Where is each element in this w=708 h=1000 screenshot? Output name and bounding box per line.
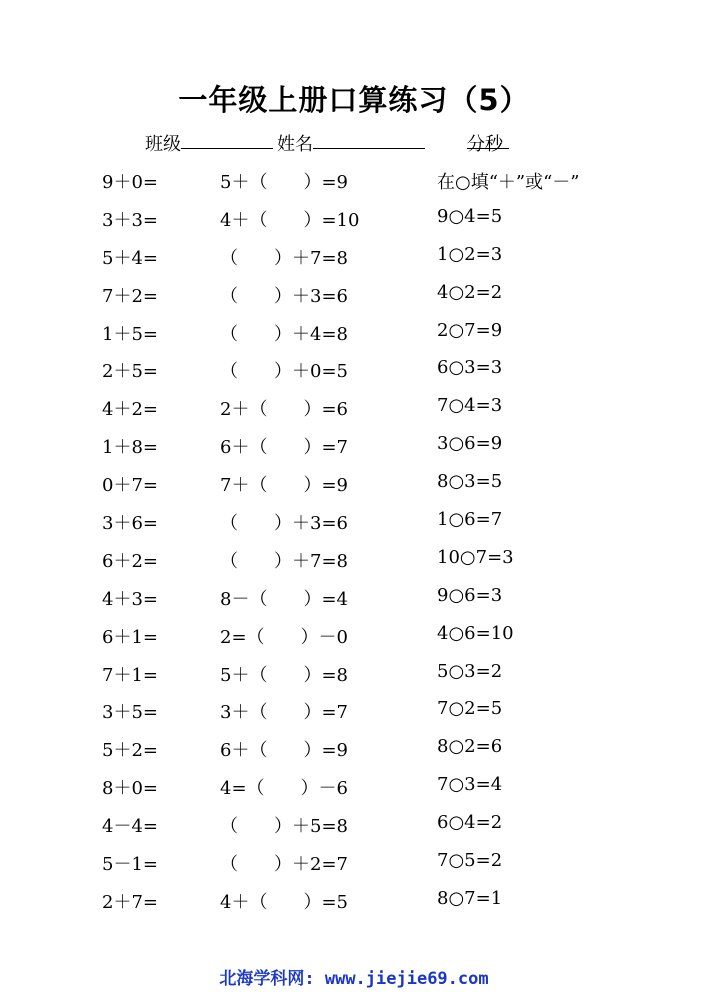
- addition-problem: 5－1=: [102, 854, 158, 876]
- minutes-label: 分: [467, 134, 485, 155]
- operator-problem: 7○5=2: [437, 850, 503, 872]
- exercise-row: [0, 168, 708, 206]
- operator-problem: 7○3=4: [437, 774, 503, 796]
- fill-blank-problem: 2=（ ）－0: [220, 626, 348, 648]
- exercise-row: [0, 471, 708, 509]
- fill-blank-problem: 4=（ ）－6: [220, 778, 348, 800]
- addition-problem: 6＋2=: [102, 550, 158, 572]
- fill-blank-problem: 2＋（ ）=6: [220, 399, 348, 421]
- addition-problem: 8＋0=: [102, 778, 158, 800]
- fill-blank-problem: 6＋（ ）=7: [220, 437, 348, 459]
- addition-problem: 4－4=: [102, 816, 158, 838]
- operator-problem: 1○2=3: [437, 243, 503, 265]
- exercise-row: [0, 206, 708, 244]
- operator-problem: 7○2=5: [437, 698, 503, 720]
- exercise-row: [0, 244, 708, 282]
- operator-problem: 8○3=5: [437, 471, 503, 493]
- addition-problem: 4＋3=: [102, 588, 158, 610]
- operator-problem: 10○7=3: [437, 546, 514, 568]
- addition-problem: 5＋4=: [102, 247, 158, 269]
- fill-blank-problem: 8－（ ）=4: [220, 588, 348, 610]
- footer-watermark: 北海学科网: www.jiejie69.com: [219, 969, 489, 989]
- exercise-row: [0, 888, 708, 926]
- exercise-row: [0, 774, 708, 812]
- name-label: 姓名: [277, 134, 313, 155]
- operator-problem: 8○2=6: [437, 736, 503, 758]
- fill-blank-problem: （ ）＋7=8: [220, 550, 348, 572]
- seconds-blank: [485, 130, 509, 149]
- addition-problem: 2＋7=: [102, 891, 158, 913]
- operator-problem: 9○4=5: [437, 205, 503, 227]
- fill-blank-problem: （ ）＋7=8: [220, 247, 348, 269]
- fill-blank-problem: 5＋（ ）=8: [220, 664, 348, 686]
- fill-blank-problem: 3＋（ ）=7: [220, 702, 348, 724]
- operator-problem: 6○4=2: [437, 812, 503, 834]
- exercise-row: [0, 547, 708, 585]
- exercise-row: [0, 320, 708, 358]
- fill-blank-problem: （ ）＋2=7: [220, 854, 348, 876]
- addition-problem: 1＋5=: [102, 323, 158, 345]
- fill-blank-problem: 6＋（ ）=9: [220, 740, 348, 762]
- exercise-row: [0, 812, 708, 850]
- fill-blank-problem: 4＋（ ）=10: [220, 209, 360, 231]
- operator-problem: 6○3=3: [437, 357, 503, 379]
- operator-problem: 1○6=7: [437, 509, 503, 531]
- addition-problem: 6＋1=: [102, 626, 158, 648]
- column3-instruction: 在○填“＋”或“－”: [437, 172, 580, 193]
- exercise-row: [0, 433, 708, 471]
- exercise-row: [0, 850, 708, 888]
- addition-problem: 5＋2=: [102, 740, 158, 762]
- fill-blank-problem: （ ）＋3=6: [220, 285, 348, 307]
- addition-problem: 7＋1=: [102, 664, 158, 686]
- operator-problem: 8○7=1: [437, 887, 503, 909]
- exercise-row: [0, 736, 708, 774]
- exercise-row: [0, 623, 708, 661]
- class-label: 班级: [145, 134, 181, 155]
- operator-problem: 7○4=3: [437, 395, 503, 417]
- addition-problem: 0＋7=: [102, 475, 158, 497]
- operator-problem: 9○6=3: [437, 584, 503, 606]
- fill-blank-problem: （ ）＋5=8: [220, 816, 348, 838]
- exercise-row: [0, 698, 708, 736]
- fill-blank-problem: 7＋（ ）=9: [220, 475, 348, 497]
- operator-problem: 3○6=9: [437, 433, 503, 455]
- name-blank: [313, 130, 425, 149]
- addition-problem: 9＋0=: [102, 172, 158, 193]
- exercise-row: [0, 585, 708, 623]
- operator-problem: 4○6=10: [437, 622, 514, 644]
- exercise-row: [0, 509, 708, 547]
- fill-blank-problem: （ ）＋0=5: [220, 361, 348, 383]
- seconds-label: 秒: [485, 134, 503, 155]
- addition-problem: 7＋2=: [102, 285, 158, 307]
- operator-problem: 2○7=9: [437, 319, 503, 341]
- fill-blank-problem: （ ）＋4=8: [220, 323, 348, 345]
- addition-problem: 3＋3=: [102, 209, 158, 231]
- exercise-row: [0, 395, 708, 433]
- fill-blank-problem: （ ）＋3=6: [220, 513, 348, 535]
- addition-problem: 1＋8=: [102, 437, 158, 459]
- exercise-grid: [0, 168, 708, 926]
- operator-problem: 5○3=2: [437, 660, 503, 682]
- addition-problem: 3＋6=: [102, 513, 158, 535]
- exercise-row: [0, 282, 708, 320]
- class-blank: [181, 130, 273, 149]
- addition-problem: 3＋5=: [102, 702, 158, 724]
- operator-problem: 4○2=2: [437, 281, 503, 303]
- fill-blank-problem: 4＋（ ）=5: [220, 891, 348, 913]
- addition-problem: 2＋5=: [102, 361, 158, 383]
- addition-problem: 4＋2=: [102, 399, 158, 421]
- exercise-row: [0, 661, 708, 699]
- fill-blank-problem: 5＋（ ）=9: [220, 172, 348, 193]
- page-title: 一年级上册口算练习（5）: [178, 83, 530, 117]
- student-info-line: [0, 130, 708, 154]
- exercise-row: [0, 357, 708, 395]
